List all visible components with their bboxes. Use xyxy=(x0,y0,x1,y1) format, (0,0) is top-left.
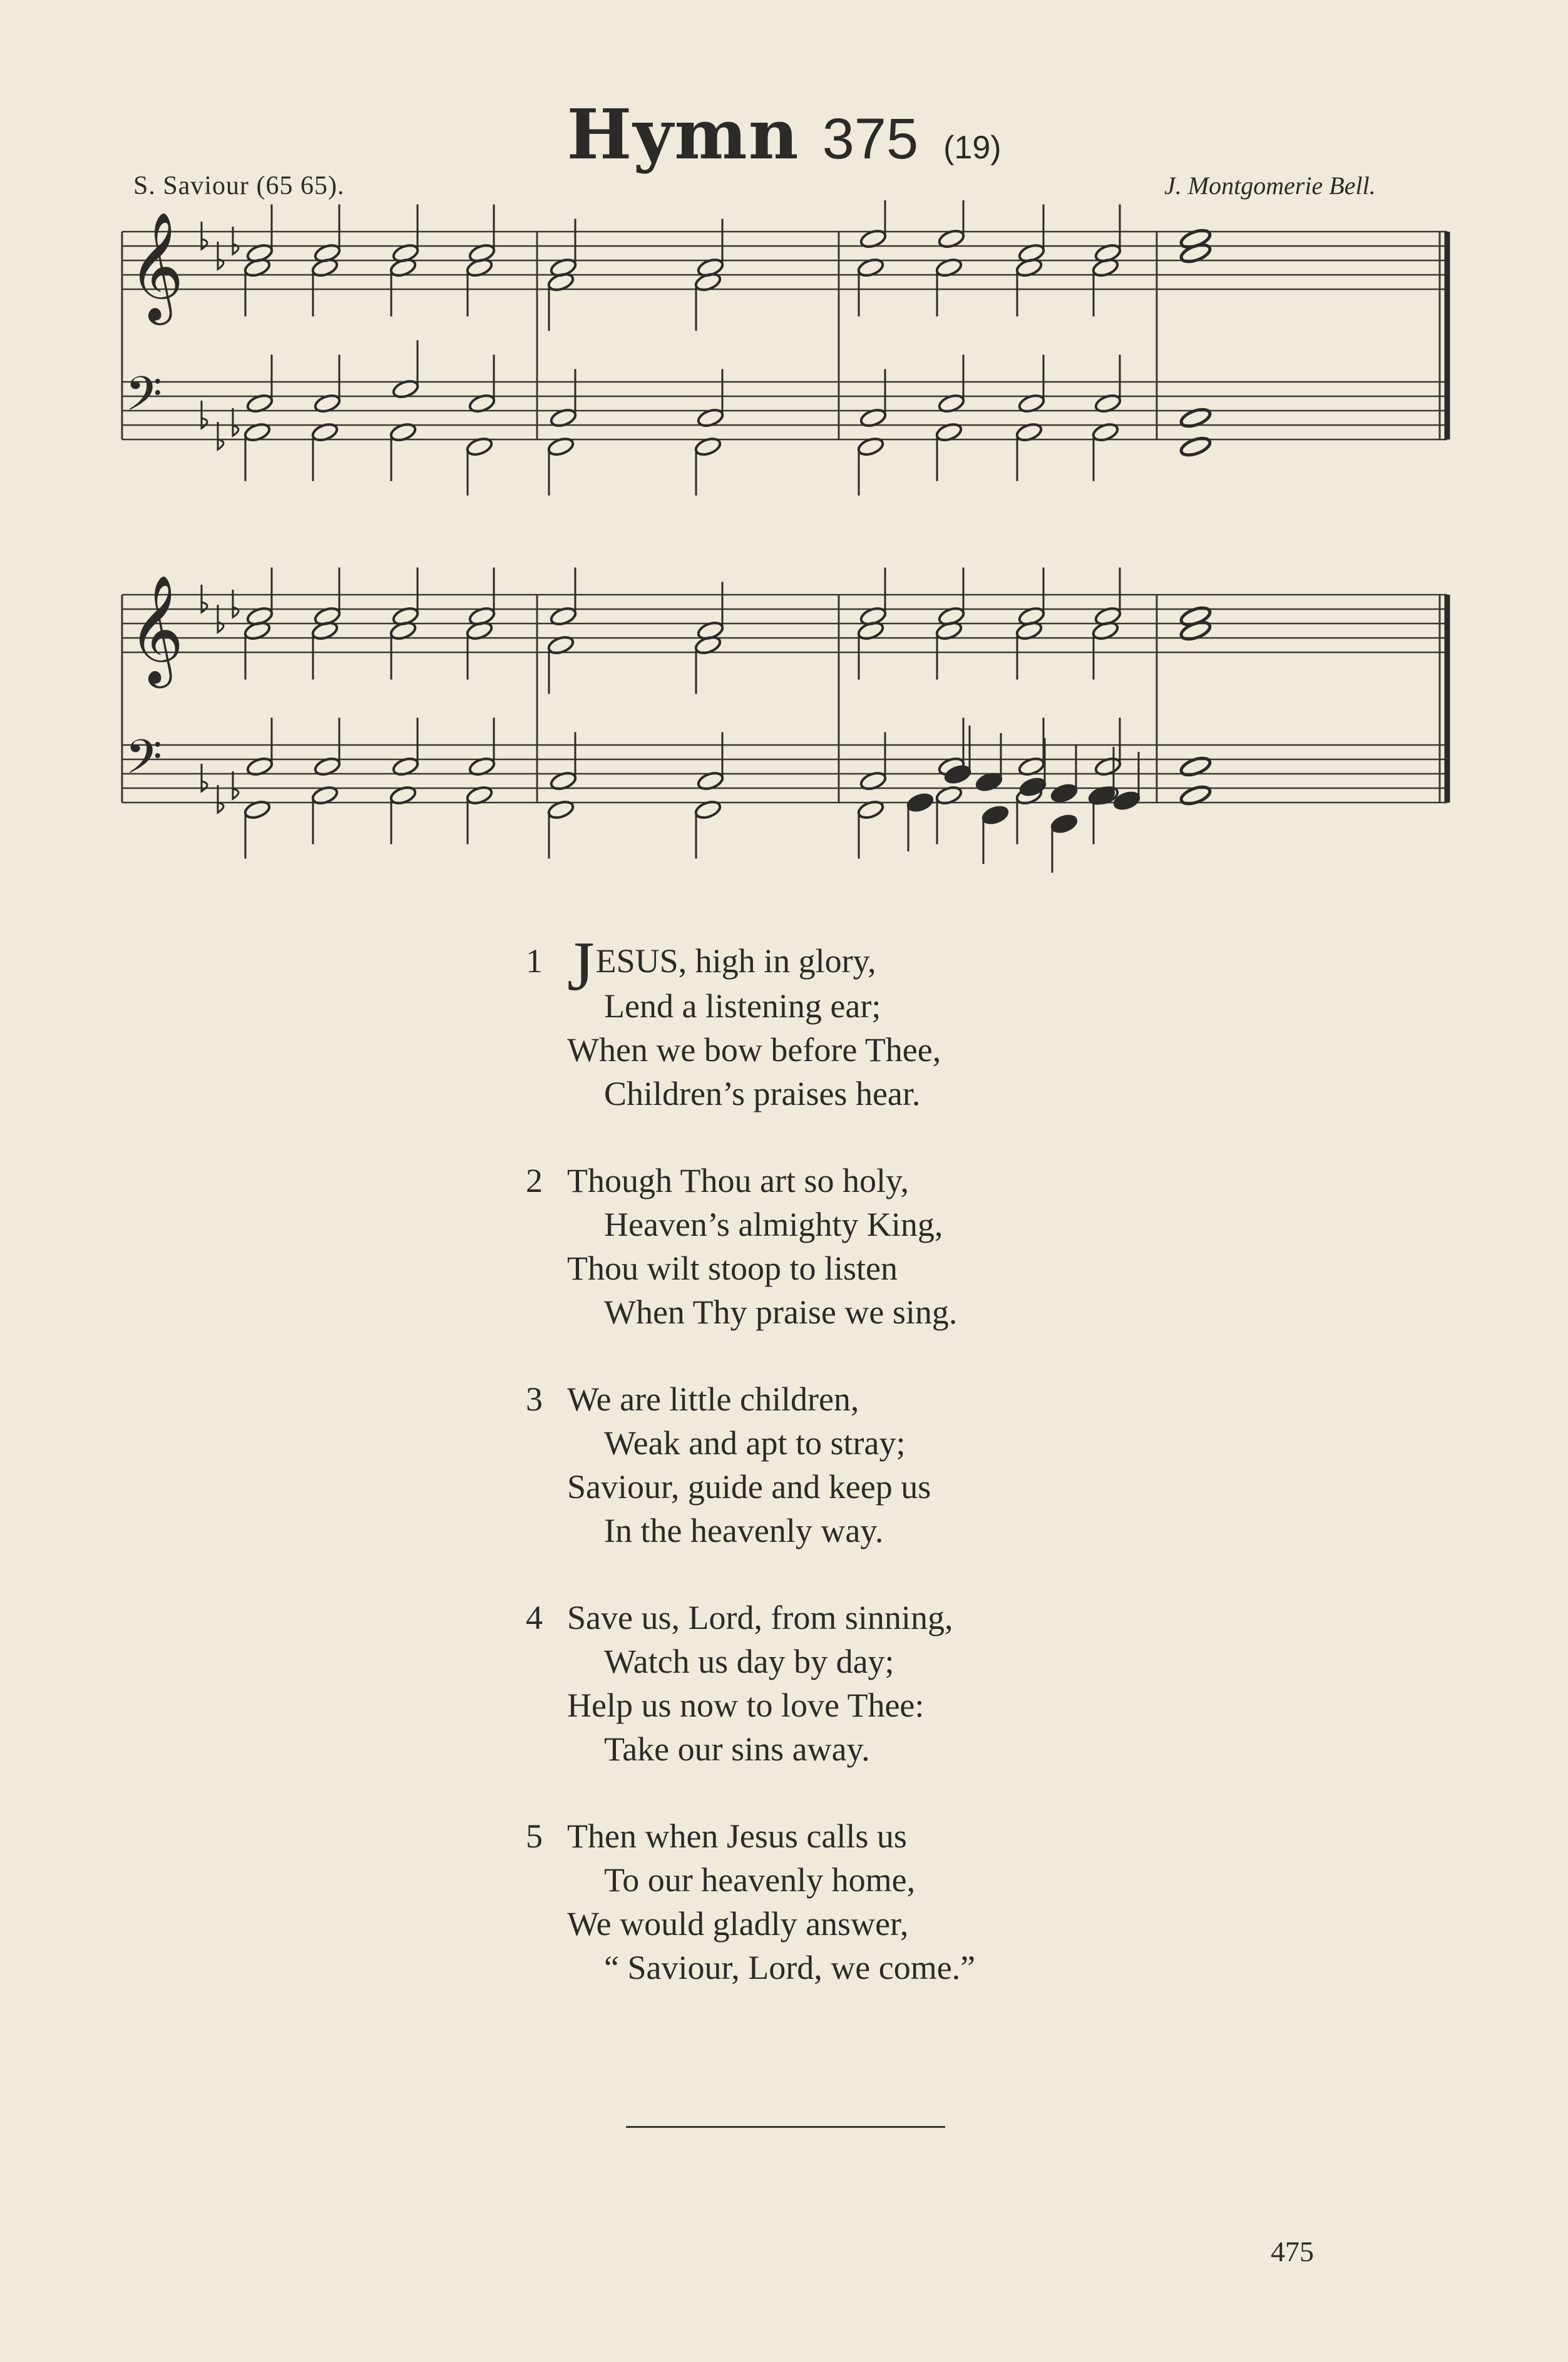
flat-sign xyxy=(233,590,238,617)
flat-sign xyxy=(218,422,223,449)
note-head xyxy=(1018,776,1047,798)
flat-sign xyxy=(218,785,223,813)
verse-line-text: Then when Jesus calls us xyxy=(567,1817,907,1855)
hymn-number: 375 xyxy=(822,107,919,171)
treble-clef-icon: 𝄞 xyxy=(128,575,184,684)
verse-line: Children’s praises hear. xyxy=(604,1075,921,1112)
flat-sign xyxy=(202,585,207,612)
verse-line-text: Save us, Lord, from sinning, xyxy=(567,1599,953,1636)
bass-clef-icon: 𝄢 xyxy=(125,366,163,433)
verse-line xyxy=(526,1814,975,1858)
stanza-number: 3 xyxy=(526,1380,543,1418)
closing-rule xyxy=(626,2126,945,2128)
verse-line: Heaven’s almighty King, xyxy=(604,1206,943,1243)
verse-line: Help us now to love Thee: xyxy=(567,1687,925,1724)
hymn-title-word: Hymn xyxy=(566,94,800,175)
stanza-number: 5 xyxy=(526,1817,543,1855)
note-head xyxy=(1050,783,1078,804)
verse-line: Lend a listening ear; xyxy=(604,987,881,1025)
stanza-5 xyxy=(526,1814,975,1990)
note-head xyxy=(943,764,971,785)
hymn-title xyxy=(0,94,1568,175)
verse-line-text: We are little children, xyxy=(567,1380,859,1418)
flat-sign xyxy=(202,222,207,249)
flat-sign xyxy=(233,771,238,799)
verse-line: When Thy praise we sing. xyxy=(604,1293,958,1331)
verse-line xyxy=(526,1377,975,1421)
verse-line: In the heavenly way. xyxy=(604,1512,884,1549)
verse-line: “ Saviour, Lord, we come.” xyxy=(604,1949,976,1986)
verse-line: Weak and apt to stray; xyxy=(604,1424,906,1462)
page-number: 475 xyxy=(1271,2236,1314,2267)
composer-name: J. Montgomerie Bell. xyxy=(1164,172,1376,200)
verse-line: Watch us day by day; xyxy=(604,1643,894,1680)
verse-line xyxy=(526,928,975,1005)
note-head xyxy=(1050,813,1078,834)
note-head xyxy=(906,792,934,813)
verse-line: Thou wilt stoop to listen xyxy=(567,1250,898,1287)
verse-line-text: ESUS, high in glory, xyxy=(595,942,876,980)
note-head xyxy=(1179,755,1212,778)
tune-name: S. Saviour (65 65). xyxy=(133,172,345,200)
flat-sign xyxy=(233,227,238,254)
flat-sign xyxy=(233,408,238,436)
verse-line xyxy=(526,1159,975,1203)
music-system-1 xyxy=(0,200,1568,551)
note-head xyxy=(1179,784,1212,807)
stanza-number: 1 xyxy=(526,942,543,980)
stanza-1 xyxy=(526,928,975,1116)
stanza-4 xyxy=(526,1596,975,1771)
stanza-number: 2 xyxy=(526,1162,543,1199)
flat-sign xyxy=(202,764,207,791)
verse-line xyxy=(526,1596,975,1640)
drop-cap: J xyxy=(567,928,595,1005)
bass-clef-icon: 𝄢 xyxy=(125,729,163,796)
hymn-reference: (19) xyxy=(943,130,1002,166)
verse-line: When we bow before Thee, xyxy=(567,1031,941,1069)
stanza-number: 4 xyxy=(526,1599,543,1636)
verse-line: Saviour, guide and keep us xyxy=(567,1468,931,1506)
stanza-2 xyxy=(526,1159,975,1334)
flat-sign xyxy=(202,401,207,428)
verse-line: Take our sins away. xyxy=(604,1730,870,1768)
treble-clef-icon: 𝄞 xyxy=(128,212,184,321)
verse-line: We would gladly answer, xyxy=(567,1905,909,1943)
music-system-2 xyxy=(0,563,1568,914)
note-head xyxy=(1179,406,1212,429)
note-head xyxy=(981,804,1009,826)
stanza-3 xyxy=(526,1377,975,1553)
verse-line-text: Though Thou art so holy, xyxy=(567,1162,909,1199)
hymn-verses xyxy=(526,928,976,2033)
verse-line: To our heavenly home, xyxy=(604,1861,916,1899)
note-head xyxy=(1179,435,1212,458)
